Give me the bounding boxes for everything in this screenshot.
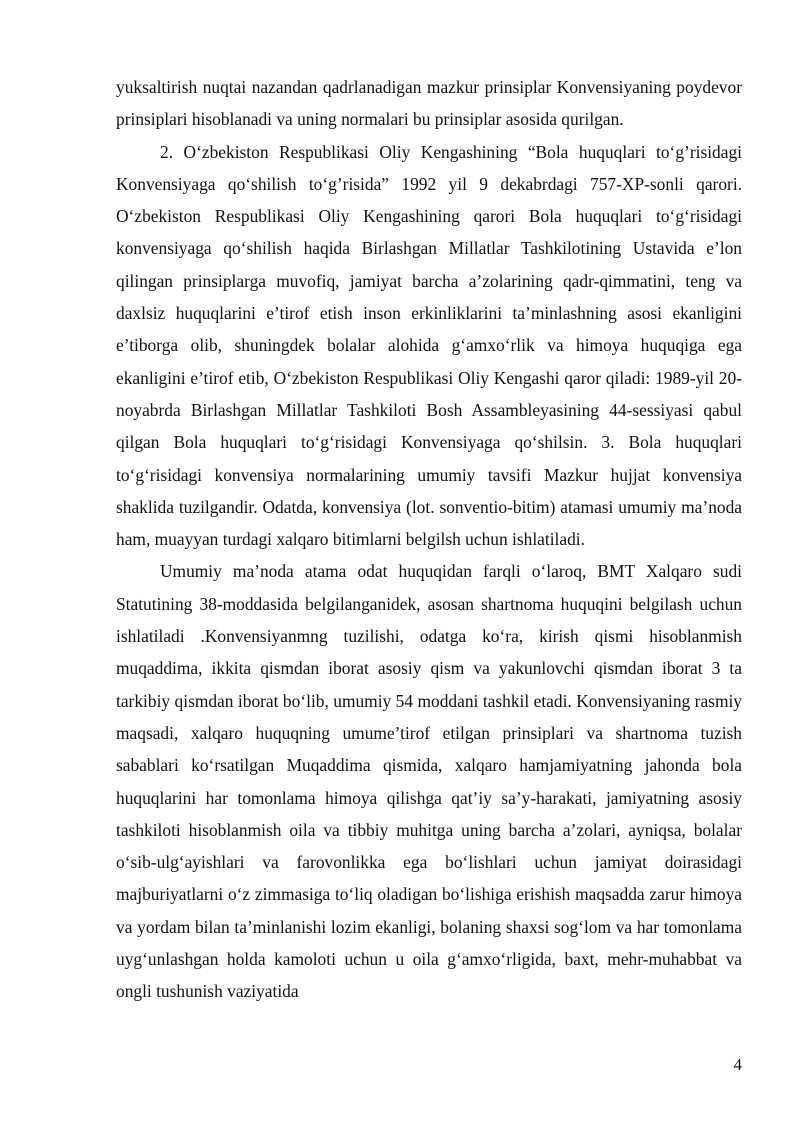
document-body	[116, 71, 742, 1008]
paragraph-intro-continuation: yuksaltirish nuqtai nazandan qadrlanadigan mazkur prinsiplar Konvensiyaning poydevor prinsiplari hisoblanadi va uning normalari bu prinsiplar asosida qurilgan.	[116, 77, 742, 130]
paragraph-convention-structure: Umumiy ma’noda atama odat huquqidan farqli o‘laroq, BMT Xalqaro sudi Statutining 38-moddasida belgilanganidek, asosan shartnoma huquqini belgilash uchun ishlatiladi .Konvensiyanmng tuzilishi, odatga ko‘ra, kirish qismi hisoblanmish muqaddima, ikkita qismdan iborat asosiy qism va yakunlovchi qismdan iborat 3 ta tarkibiy qismdan iborat bo‘lib, umumiy 54 moddani tashkil etadi. Konvensiyaning rasmiy maqsadi, xalqaro huquqning umume’tirof etilgan prinsiplari va shartnoma tuzish sabablari ko‘rsatilgan Muqaddima qismida, xalqaro hamjamiyatning jahonda bola huquqlarini har tomonlama himoya qilishga qat’iy sa’y-harakati, jamiyatning asosiy tashkiloti hisoblanmish oila va tibbiy muhitga uning barcha a’zolari, ayniqsa, bolalar o‘sib-ulg‘ayishlari va farovonlikka ega bo‘lishlari uchun jamiyat doirasidagi majburiyatlarni o‘z zimmasiga to‘liq oladigan bo‘lishiga erishish maqsadda zarur himoya va yordam bilan ta’minlanishi lozim ekanligi, bolaning shaxsi sog‘lom va har tomonlama uyg‘unlashgan holda kamoloti uchun u oila g‘amxo‘rligida, baxt, mehr-muhabbat va ongli tushunish vaziyatida	[116, 561, 742, 1002]
page-number: 4	[733, 1055, 742, 1074]
paragraph-decree: 2. O‘zbekiston Respublikasi Oliy Kengashining “Bola huquqlari to‘g’risidagi Konvensiyaga qo‘shilish to‘g’risida” 1992 yil 9 dekabrdagi 757-XP-sonli qarori. O‘zbekiston Respublikasi Oliy Kengashining qarori Bola huquqlari to‘g‘risidagi konvensiyaga qo‘shilish haqida Birlashgan Millatlar Tashkilotining Ustavida e’lon qilingan prinsiplarga muvofiq, jamiyat barcha a’zolarining qadr-qimmatini, teng va daxlsiz huquqlarini e’tirof etish inson erkinliklarini ta’minlashning asosi ekanligini e’tiborga olib, shuningdek bolalar alohida g‘amxo‘rlik va himoya huquqiga ega ekanligini e’tirof etib, O‘zbekiston Respublikasi Oliy Kengashi qaror qiladi: 1989-yil 20-noyabrda Birlashgan Millatlar Tashkiloti Bosh Assambleyasining 44-sessiyasi qabul qilgan Bola huquqlari to‘g‘risidagi Konvensiyaga qo‘shilsin. 3. Bola huquqlari to‘g‘risidagi konvensiya normalarining umumiy tavsifi Mazkur hujjat konvensiya shaklida tuzilgandir. Odatda, konvensiya (lot. sonventio-bitim) atamasi umumiy ma’noda ham, muayyan turdagi xalqaro bitimlarni belgilsh uchun ishlatiladi.	[116, 141, 742, 550]
